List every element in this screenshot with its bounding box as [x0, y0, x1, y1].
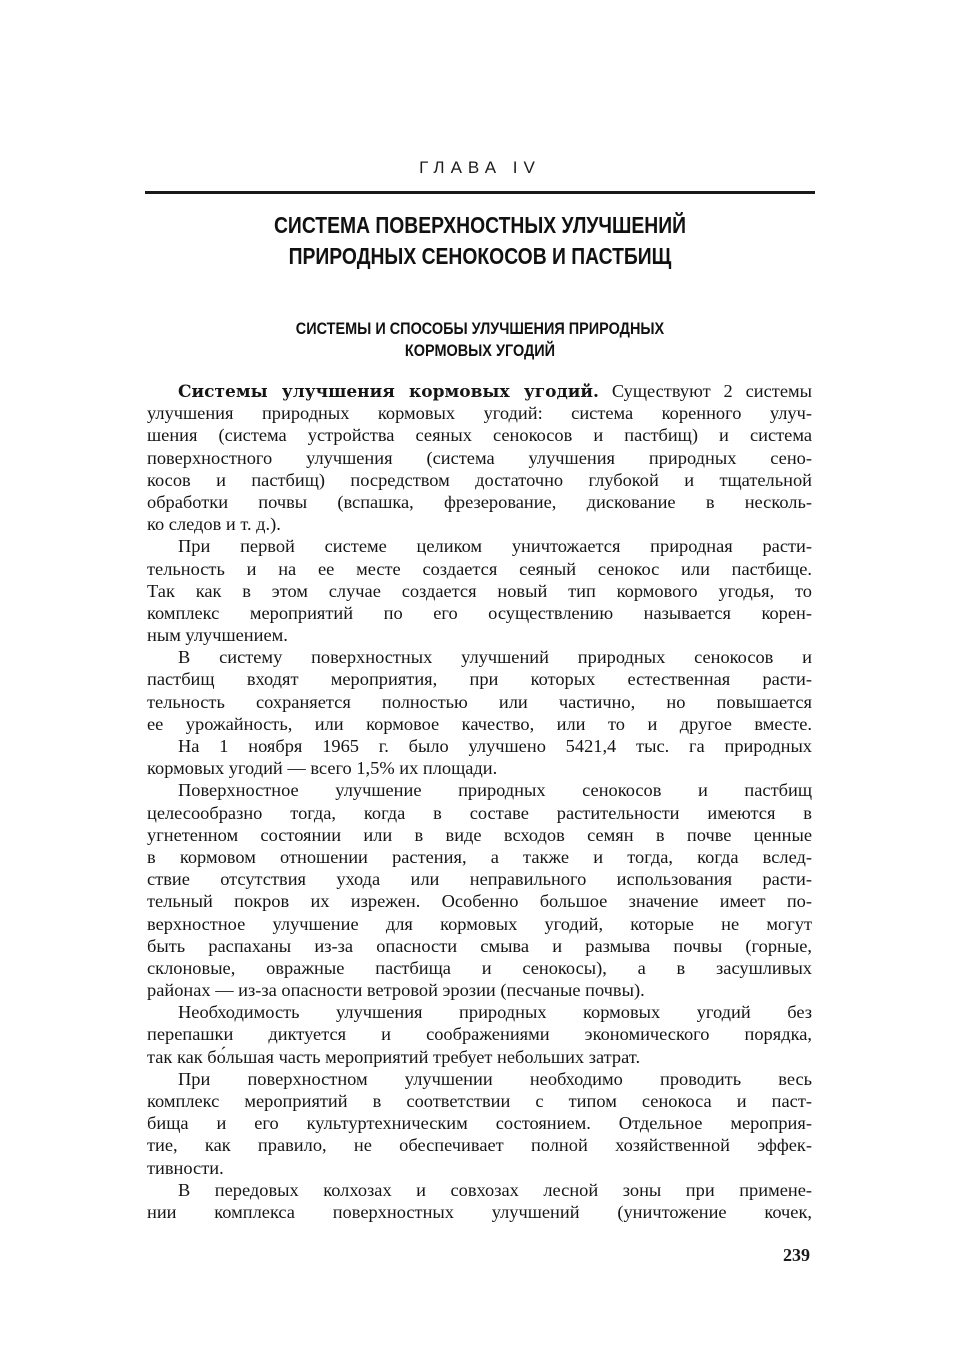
section-heading-line: КОРМОВЫХ УГОДИЙ	[404, 341, 556, 360]
body-line: улучшения природных кормовых угодий: система коренного улуч-	[147, 403, 812, 424]
body-line: При первой системе целиком уничтожается природная расти-	[178, 536, 812, 557]
body-line: нии комплекса поверхностных улучшений (уничтожение кочек,	[147, 1201, 812, 1222]
body-line: В систему поверхностных улучшений природных сенокосов и	[178, 647, 812, 668]
body-line: Поверхностное улучшение природных сенокосов и пастбищ	[178, 780, 812, 801]
body-line: угнетенном состоянии или в виде всходов семян в почве ценные	[147, 824, 812, 845]
body-line: комплекс мероприятий по его осуществлению называется корен-	[147, 602, 812, 623]
body-line: склоновые, овражные пастбища и сенокосы), а в засушливых	[147, 957, 812, 978]
body-line: ствие отсутствия ухода или неправильного использования расти-	[147, 869, 812, 890]
body-line: тивности.	[147, 1157, 224, 1178]
body-line: обработки почвы (вспашка, фрезерование, дискование в несколь-	[147, 491, 812, 512]
body-line: При поверхностном улучшении необходимо проводить весь	[178, 1068, 812, 1089]
body-line: Необходимость улучшения природных кормовых угодий без	[178, 1002, 812, 1023]
chapter-title-line: ПРИРОДНЫХ СЕНОКОСОВ И ПАСТБИЩ	[288, 243, 672, 269]
body-line: пастбищ входят мероприятия, при которых естественная расти-	[147, 669, 812, 690]
body-line: ее урожайность, или кормовое качество, или то и другое вместе.	[147, 713, 812, 734]
body-line: поверхностного улучшения (система улучшения природных сено-	[147, 447, 812, 468]
body-line: комплекс мероприятий в соответствии с типом сенокоса и паст-	[147, 1091, 812, 1111]
body-line: целесообразно тогда, когда в составе растительности имеются в	[147, 802, 812, 823]
body-line: в кормовом отношении растения, а также и тогда, когда вслед-	[147, 846, 812, 867]
body-line: тельность и на ее месте создается сеяный сенокос или пастбище.	[147, 558, 812, 579]
page-number: 239	[783, 1245, 810, 1265]
chapter-label: ГЛАВА IV	[419, 158, 541, 177]
body-line: верхностное улучшение для кормовых угодий, которые не могут	[147, 913, 812, 934]
body-line: На 1 ноября 1965 г. было улучшено 5421,4 тыс. га природных	[178, 736, 812, 756]
runin-heading: Системы улучшения кормовых угодий.	[178, 382, 599, 402]
body-line: кормовых угодий — всего 1,5% их площади.	[147, 758, 498, 779]
body-line: быть распаханы из-за опасности смыва и размыва почвы (горные,	[147, 935, 812, 956]
chapter-title-line: СИСТЕМА ПОВЕРХНОСТНЫХ УЛУЧШЕНИЙ	[273, 212, 687, 238]
title-rule	[145, 191, 815, 194]
body-line: шения (система устройства сеяных сенокосов и пастбищ) и система	[147, 425, 812, 446]
section-heading	[195, 318, 765, 362]
body-line: косов и пастбищ) посредством достаточно глубокой и тщательной	[147, 469, 812, 490]
body-line: перепашки диктуется и соображениями экономического порядка,	[147, 1024, 812, 1045]
body-line: тие, как правило, не обеспечивает полной хозяйственной эффек-	[147, 1135, 812, 1156]
body-text	[147, 380, 812, 1223]
body-line: тельность сохраняется полностью или частично, но повышается	[147, 691, 812, 712]
body-line	[147, 380, 812, 402]
body-line: бища и его культуртехническим состоянием. Отдельное мероприя-	[147, 1113, 812, 1134]
body-line: ным улучшением.	[147, 625, 288, 646]
body-line: ко следов и т. д.).	[147, 514, 281, 535]
body-line: Так как в этом случае создается новый тип кормового угодья, то	[147, 580, 812, 601]
body-line: тельный покров их изрежен. Особенно большое значение имеет по-	[147, 891, 812, 912]
body-line-text: Существуют 2 системы	[598, 381, 812, 401]
section-heading-line: СИСТЕМЫ И СПОСОБЫ УЛУЧШЕНИЯ ПРИРОДНЫХ	[295, 319, 665, 338]
chapter-title	[199, 210, 762, 272]
body-line: В передовых колхозах и совхозах лесной зоны при примене-	[178, 1179, 812, 1200]
body-line: районах — из-за опасности ветровой эрозии (песчаные почвы).	[147, 980, 645, 1001]
body-line: так как бо́льшая часть мероприятий требует небольших затрат.	[147, 1046, 641, 1067]
